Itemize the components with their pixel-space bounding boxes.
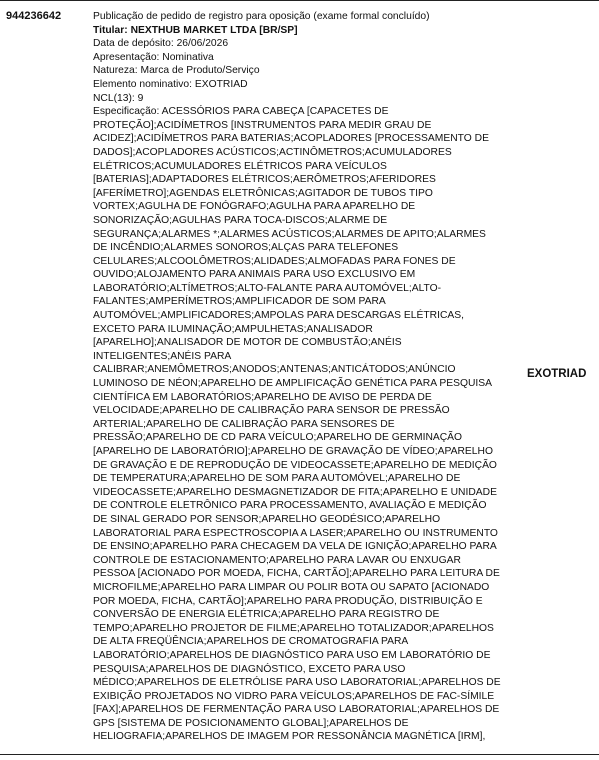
specification-line: Especificação: ACESSÓRIOS PARA CABEÇA [CAPACETES DE <box>93 106 389 118</box>
specification-line: DE INCÊNDIO;ALARMES SONOROS;ALÇAS PARA TELEFONES <box>93 242 399 254</box>
specification-line: MÉDICO;APARELHOS DE ELETRÓLISE PARA USO LABORATORIAL;APARELHOS DE <box>93 677 501 689</box>
specification-line: SONORIZAÇÃO;AGULHAS PARA TOCA-DISCOS;ALARME DE <box>93 214 388 226</box>
specification-line: [APARELHO];ANALISADOR DE MOTOR DE COMBUSTÃO;ANÉIS <box>93 337 402 349</box>
specification-line: [APARELHO DE LABORATÓRIO];APARELHO DE GRAVAÇÃO DE VÍDEO;APARELHO <box>93 446 493 457</box>
specification-line: PROTEÇÃO];ACIDÍMETROS [INSTRUMENTOS PARA MEDIR GRAU DE <box>93 119 432 131</box>
nominative-element: Elemento nominativo: EXOTRIAD <box>93 78 248 90</box>
specification-line: LABORATÓRIO;APARELHOS DE DIAGNÓSTICO PARA USO EM LABORATÓRIO DE <box>93 649 491 661</box>
specification-line: POR MOEDA, FICHA, CARTÃO];APARELHO PARA PRODUÇÃO, DISTRIBUIÇÃO E <box>93 595 483 607</box>
specification-line: SEGURANÇA;ALARMES *;ALARMES ACÚSTICOS;ALARMES DE APITO;ALARMES <box>93 228 486 240</box>
specification-line: VIDEOCASSETE;APARELHO DESMAGNETIZADOR DE FITA;APARELHO E UNIDADE <box>93 486 497 498</box>
specification-line: PESSOA [ACIONADO POR MOEDA, FICHA, CARTÃO];APARELHO PARA LEITURA DE <box>93 568 500 580</box>
specification-line: DE ENSINO;APARELHO PARA CHECAGEM DA VELA DE IGNIÇÃO;APARELHO PARA <box>93 541 497 553</box>
specification-line: CIENTÍFICA EM LABORATÓRIOS;APARELHO DE AVISO DE PERDA DE <box>93 391 432 403</box>
specification-line: HELIOGRAFIA;APARELHOS DE IMAGEM POR RESSONÂNCIA MAGNÉTICA [IRM], <box>93 731 486 743</box>
presentation: Apresentação: Nominativa <box>93 51 214 63</box>
specification-line: DE ALTA FREQÜÊNCIA;APARELHOS DE CROMATOGRAFIA PARA <box>93 636 409 648</box>
specification <box>93 105 501 744</box>
nature: Natureza: Marca de Produto/Serviço <box>93 65 260 77</box>
specification-line: ELÉTRICOS;ACUMULADORES ELÉTRICOS PARA VEÍCULOS <box>93 160 387 172</box>
specification-line: [FAX];APARELHOS DE FERMENTAÇÃO PARA USO LABORATORIAL;APARELHOS DE <box>93 704 500 716</box>
specification-line: ACIDEZ];ACIDÍMETROS PARA BATERIAS;ACOPLADORES [PROCESSAMENTO DE <box>93 133 489 145</box>
holder: Titular: NEXTHUB MARKET LTDA [BR/SP] <box>93 24 298 36</box>
record-details <box>93 10 501 744</box>
specification-line: CALIBRAR;ANEMÔMETROS;ANODOS;ANTENAS;ANTICÁTODOS;ANÚNCIO <box>93 364 456 376</box>
specification-line: FALANTES;AMPERÍMETROS;AMPLIFICADOR DE SOM PARA <box>93 296 386 308</box>
ncl-class: NCL(13): 9 <box>93 92 144 104</box>
specification-line: TEMPO;APARELHO PROJETOR DE FILME;APARELHO TOTALIZADOR;APARELHOS <box>93 622 494 634</box>
specification-line: MICROFILME;APARELHO PARA LIMPAR OU POLIR BOTA OU SAPATO [ACIONADO <box>93 581 490 593</box>
specification-line: CONVERSÃO DE ENERGIA ELÉTRICA;APARELHO PARA REGISTRO DE <box>93 609 440 621</box>
specification-line: DE TEMPERATURA;APARELHO DE SOM PARA AUTOMÓVEL;APARELHO DE <box>93 473 461 485</box>
specification-line: DE GRAVAÇÃO E DE REPRODUÇÃO DE VIDEOCASSETE;APARELHO DE MEDIÇÃO <box>93 459 497 471</box>
specification-line: CELULARES;ALCOOLÔMETROS;ALIDADES;ALMOFADAS PARA FONES DE <box>93 255 456 267</box>
specification-line: PRESSÃO;APARELHO DE CD PARA VEÍCULO;APARELHO DE GERMINAÇÃO <box>93 432 463 444</box>
top-divider <box>0 0 599 1</box>
specification-line: LABORATORIAL PARA ESPECTROSCOPIA A LASER;APARELHO OU INSTRUMENTO <box>93 527 498 539</box>
specification-line: ARTERIAL;APARELHO DE CALIBRAÇÃO PARA SENSORES DE <box>93 418 395 430</box>
specification-line: INTELIGENTES;ANÉIS PARA <box>93 350 232 362</box>
specification-line: CONTROLE DE ESTACIONAMENTO;APARELHO PARA LAVAR OU ENXUGAR <box>93 554 461 566</box>
specification-line: DADOS];ACOPLADORES ACÚSTICOS;ACTINÔMETROS;ACUMULADORES <box>93 146 452 158</box>
specification-line: OUVIDO;ALOJAMENTO PARA ANIMAIS PARA USO EXCLUSIVO EM <box>93 269 416 281</box>
specification-line: AUTOMÓVEL;AMPLIFICADORES;AMPOLAS PARA DESCARGAS ELÉTRICAS, <box>93 310 464 322</box>
specification-line: DE SINAL GERADO POR SENSOR;APARELHO GEODÉSICO;APARELHO <box>93 513 441 525</box>
specification-line: EXCETO PARA ILUMINAÇÃO;AMPULHETAS;ANALISADOR <box>93 323 373 335</box>
specification-line: LUMINOSO DE NÉON;APARELHO DE AMPLIFICAÇÃO GENÉTICA PARA PESQUISA <box>93 378 493 390</box>
specification-line: GPS [SISTEMA DE POSICIONAMENTO GLOBAL];APARELHOS DE <box>93 717 409 729</box>
mark-name: EXOTRIAD <box>527 368 587 380</box>
specification-line: DE CONTROLE ELETRÔNICO PARA PROCESSAMENTO, AVALIAÇÃO E MEDIÇÃO <box>93 500 487 512</box>
specification-line: EXIBIÇÃO PROJETADOS NO VIDRO PARA VEÍCULOS;APARELHOS DE FAC-SÍMILE <box>93 690 495 702</box>
specification-line: [BATERIAS];ADAPTADORES ELÉTRICOS;AERÔMETROS;AFERIDORES <box>93 174 436 186</box>
bottom-divider <box>0 754 599 755</box>
process-number: 944236642 <box>6 10 62 22</box>
specification-line: LABORATÓRIO;ALTÍMETROS;ALTO-FALANTE PARA AUTOMÓVEL;ALTO- <box>93 282 442 294</box>
publication-type: Publicação de pedido de registro para oposição (exame formal concluído) <box>93 11 430 22</box>
specification-line: [AFERÍMETRO];AGENDAS ELETRÔNICAS;AGITADOR DE TUBOS TIPO <box>93 187 433 199</box>
filing-date: Data de depósito: 26/06/2026 <box>93 38 229 50</box>
specification-line: VORTEX;AGULHA DE FONÓGRAFO;AGULHA PARA APARELHO DE <box>93 201 416 213</box>
specification-line: VELOCIDADE;APARELHO DE CALIBRAÇÃO PARA SENSOR DE PRESSÃO <box>93 405 450 417</box>
specification-line: PESQUISA;APARELHOS DE DIAGNÓSTICO, EXCETO PARA USO <box>93 663 406 675</box>
